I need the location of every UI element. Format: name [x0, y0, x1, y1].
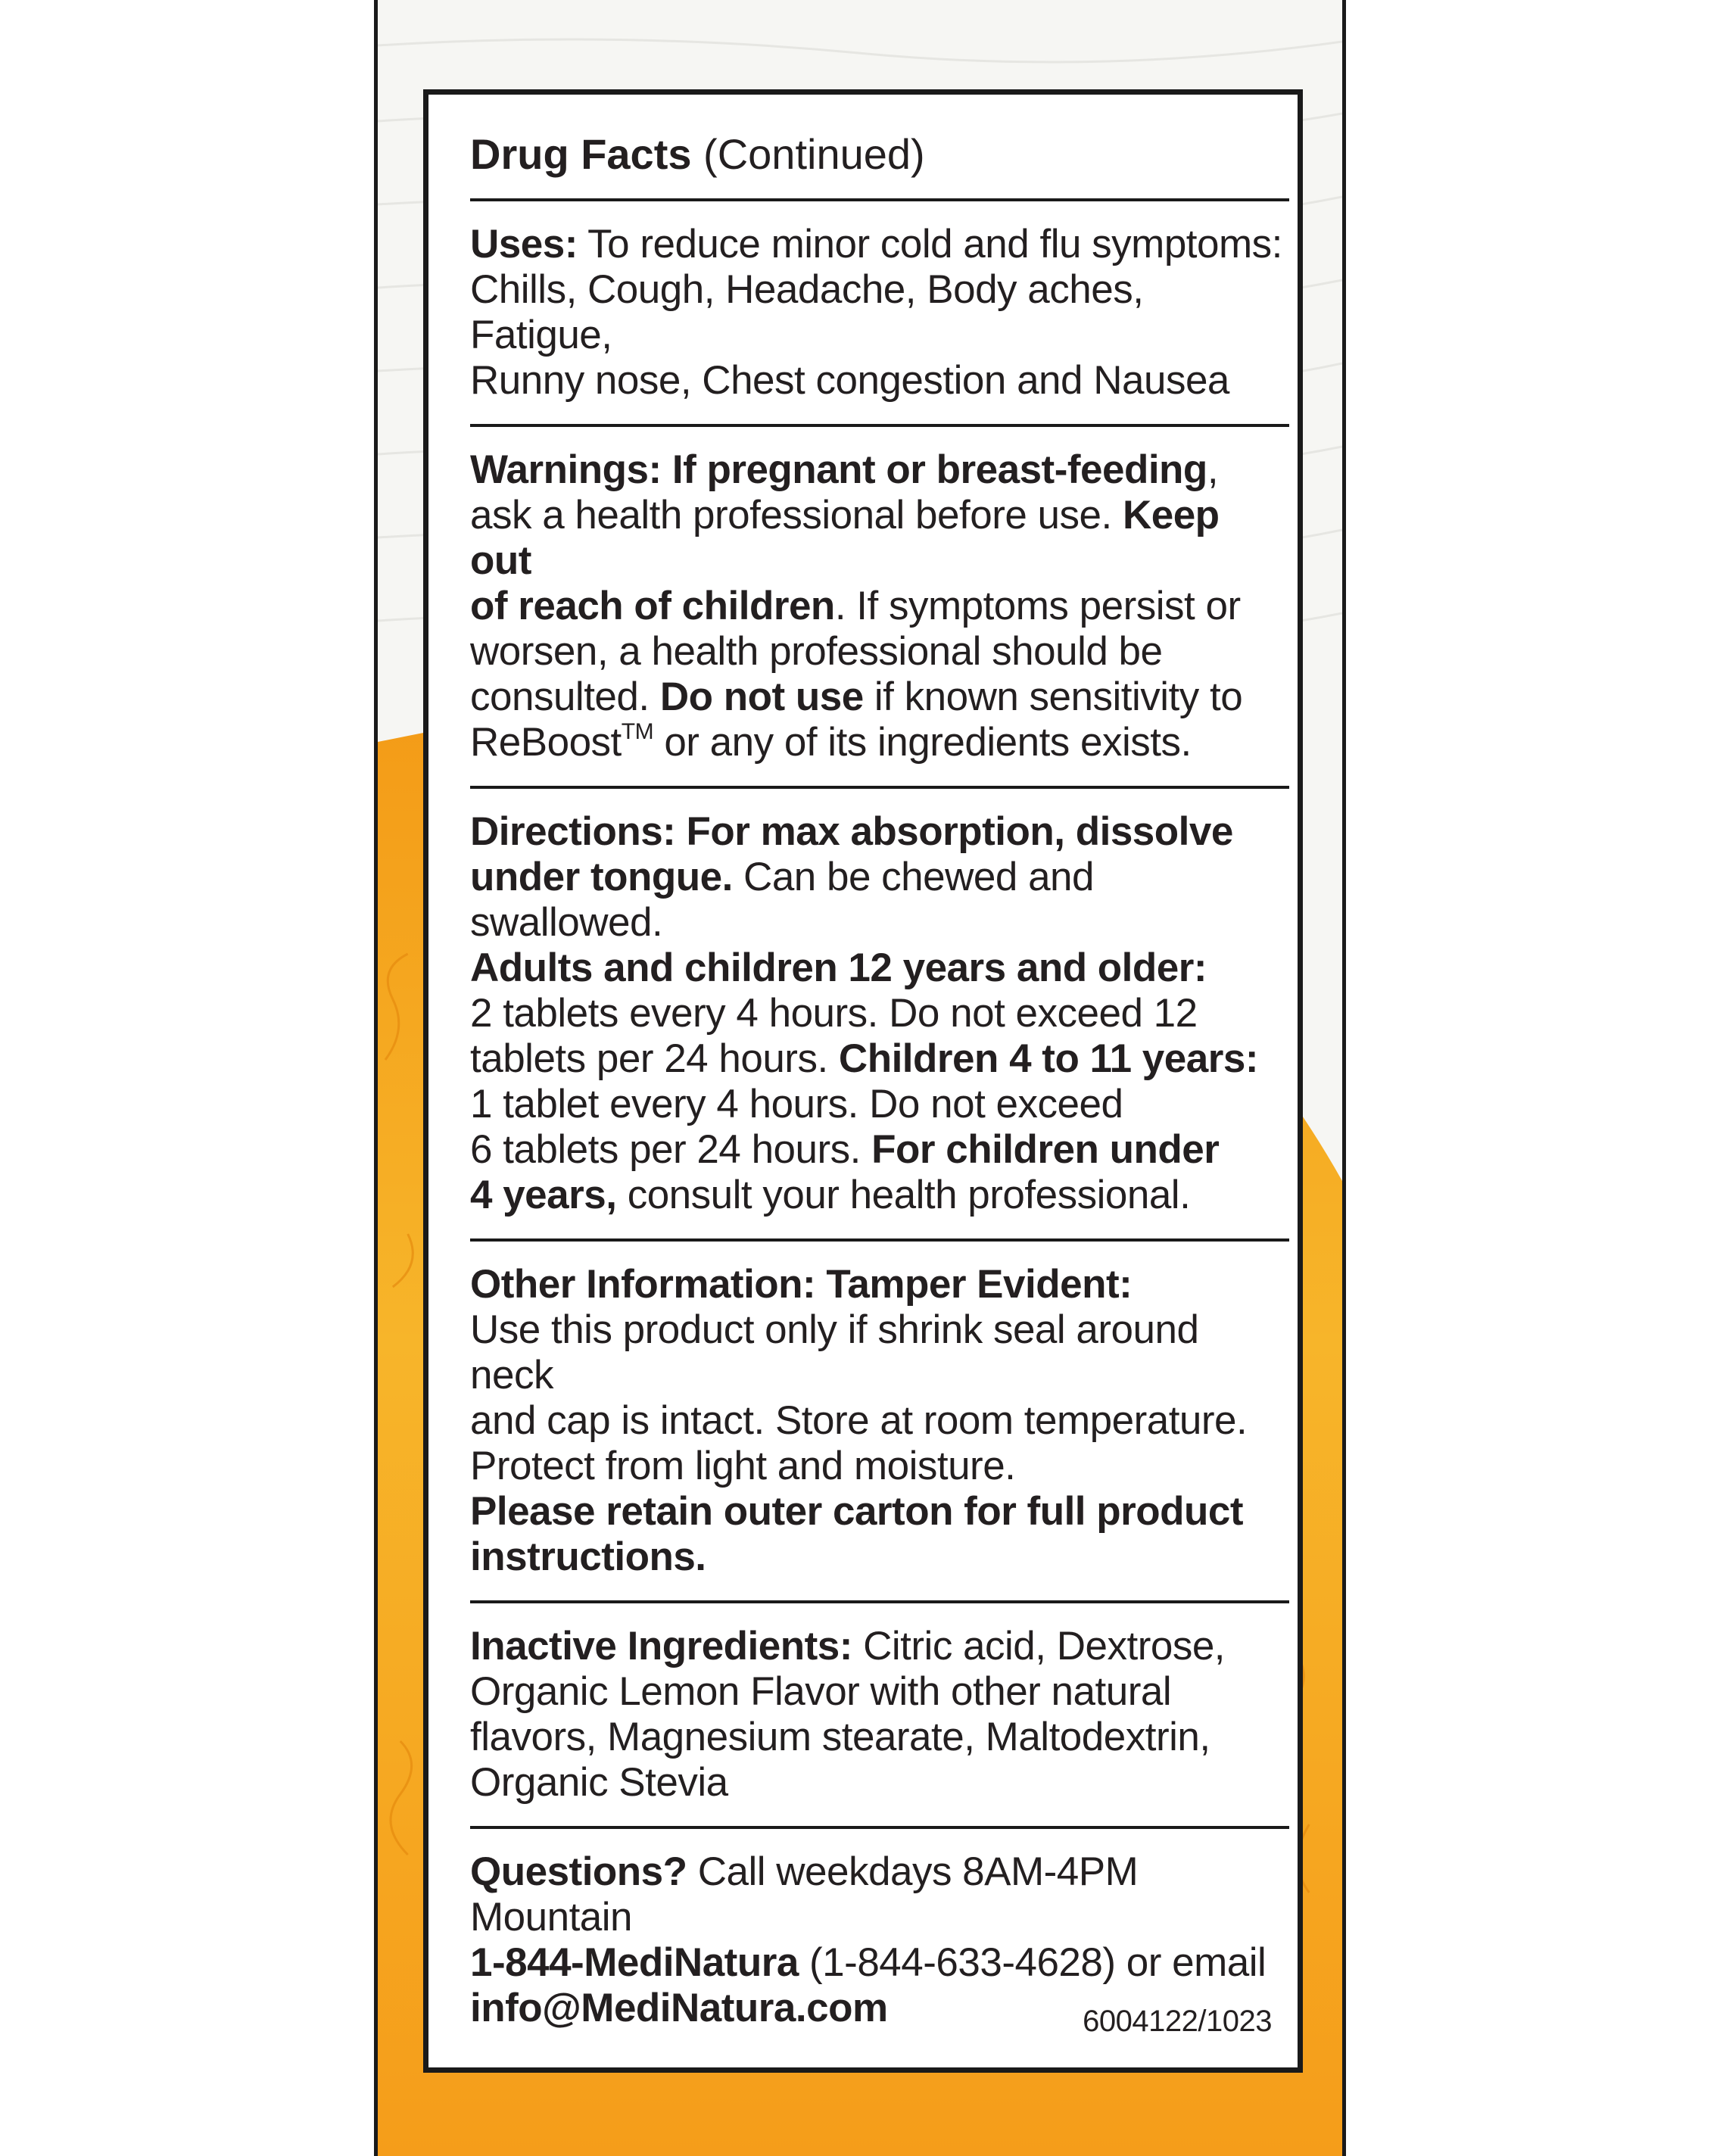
questions-section: Questions? Call weekdays 8AM-4PM Mountain 1-844-MediNatura (1-844-633-4628) or email info@MediNatura.com: [470, 1849, 1267, 2030]
directions-section: Directions: For max absorption, dissolve under tongue. Can be chewed and swallowed. Adults and children 12 years and older: 2 tablets every 4 hours. Do not exceed 12 tablets per 24 hours. Children 4 to 11 years: 1 tablet every 4 hours. Do not exceed 6 tablets per 24 hours. For children under 4 years, consult your health professional.: [470, 809, 1258, 1217]
divider: [470, 1600, 1289, 1603]
product-panel: [374, 0, 1346, 2156]
other-information-section: Other Information: Tamper Evident: Use this product only if shrink seal around neck and cap is intact. Store at room temperature. Protect from light and moisture. Please retain outer carton for full product instructions.: [470, 1262, 1248, 1579]
divider: [470, 1826, 1289, 1829]
divider: [470, 786, 1289, 789]
warnings-section: Warnings: If pregnant or breast-feeding, ask a health professional before use. Keep out of reach of children. If symptoms persist or worsen, a health professional should be consulted. Do not use if known sensitivity to ReBoost™ or any of its ingredients exists.: [470, 447, 1243, 765]
divider: [470, 1238, 1289, 1242]
inactive-ingredients-section: Inactive Ingredients: Citric acid, Dextrose, Organic Lemon Flavor with other natural flavors, Magnesium stearate, Maltodextrin, Organic Stevia: [470, 1624, 1226, 1805]
uses-section: Uses: To reduce minor cold and flu symptoms: Chills, Cough, Headache, Body aches, Fatigue, Runny nose, Chest congestion and Nausea: [470, 222, 1282, 403]
divider: [470, 198, 1289, 201]
drug-facts-box: [423, 89, 1303, 2073]
drug-facts-content: [470, 131, 1289, 2031]
email-address: info@MediNatura.com: [470, 1986, 888, 2030]
trademark-mark: TM: [621, 719, 654, 744]
drug-facts-title: Drug Facts (Continued): [470, 130, 925, 178]
divider: [470, 424, 1289, 427]
lot-code: 6004122/1023: [1083, 2005, 1272, 2038]
phone-number: 1-844-MediNatura: [470, 1940, 799, 1985]
